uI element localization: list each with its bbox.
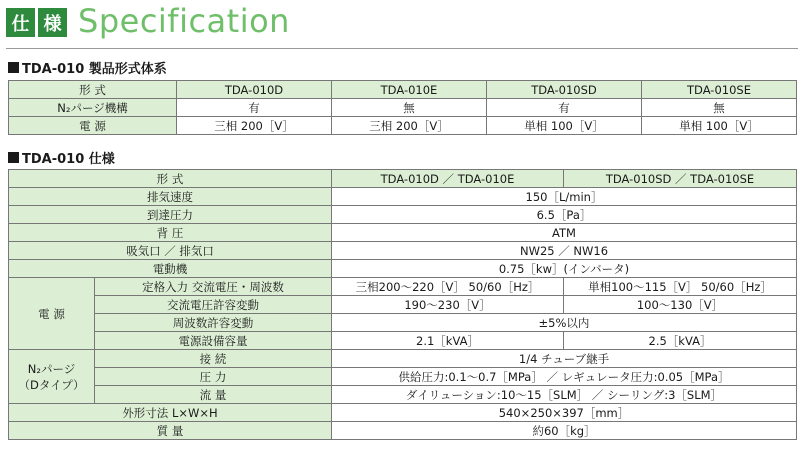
table-cell: 190～230［V］: [332, 296, 564, 314]
table-cell: 2.5［kVA］: [564, 332, 797, 350]
table-cell: TDA-010SD ／ TDA-010SE: [564, 170, 797, 188]
table-cell: 定格入力 交流電圧・周波数: [95, 278, 332, 296]
table-header-row: [9, 81, 797, 99]
table-cell: 三相 200［V］: [332, 117, 487, 135]
table-cell: 有: [487, 99, 642, 117]
table-cell: 540×250×397［mm］: [332, 404, 797, 422]
section-marker-icon: [8, 62, 19, 73]
table-cell: 三相200～220［V］ 50/60［Hz］: [332, 278, 564, 296]
table-row: [9, 422, 797, 440]
table-cell: 供給圧力:0.1～0.7［MPa］ ／ レギュレータ圧力:0.05［MPa］: [332, 368, 797, 386]
table-cell: 三相 200［V］: [177, 117, 332, 135]
table-cell: 1/4 チューブ継手: [332, 350, 797, 368]
purge-group-label-1: N₂パージ: [27, 361, 76, 376]
table-row: [9, 278, 797, 296]
model-system-table: [8, 80, 797, 135]
table-cell: TDA-010SE: [642, 81, 797, 99]
table-cell: 質 量: [9, 422, 332, 440]
specification-table: [8, 169, 797, 440]
table-cell: 接 続: [95, 350, 332, 368]
table-cell: TDA-010D ／ TDA-010E: [332, 170, 564, 188]
table-cell: 150［L/min］: [332, 188, 797, 206]
table-header-row: [9, 170, 797, 188]
table-row: [9, 332, 797, 350]
table-cell: 到達圧力: [9, 206, 332, 224]
table-group-cell: 電 源: [9, 278, 95, 350]
table-cell: 電動機: [9, 260, 332, 278]
table-cell: 周波数許容変動: [95, 314, 332, 332]
table-cell: 外形寸法 L×W×H: [9, 404, 332, 422]
table-cell: TDA-010D: [177, 81, 332, 99]
table-cell: NW25 ／ NW16: [332, 242, 797, 260]
table-cell: 単相 100［V］: [642, 117, 797, 135]
table-cell: 無: [642, 99, 797, 117]
table-cell: 有: [177, 99, 332, 117]
table-row: [9, 314, 797, 332]
table-cell: 単相100～115［V］ 50/60［Hz］: [564, 278, 797, 296]
table-cell: 形 式: [9, 170, 332, 188]
header-divider: [6, 48, 798, 49]
section1-title: [8, 58, 167, 77]
table-row: [9, 99, 797, 117]
table-row: [9, 260, 797, 278]
table-cell: 形 式: [9, 81, 177, 99]
table-row: [9, 206, 797, 224]
table-cell: TDA-010E: [332, 81, 487, 99]
table-cell: 吸気口 ／ 排気口: [9, 242, 332, 260]
table-row: [9, 350, 797, 368]
table-group-cell: [9, 350, 95, 404]
table-cell: ATM: [332, 224, 797, 242]
table-cell: 0.75［kw］(インバータ): [332, 260, 797, 278]
section2-title-text: TDA-010 仕様: [22, 152, 115, 167]
table-cell: 電源設備容量: [95, 332, 332, 350]
table-cell: 単相 100［V］: [487, 117, 642, 135]
table-cell: 流 量: [95, 386, 332, 404]
table-cell: 約60［kg］: [332, 422, 797, 440]
table-row: [9, 386, 797, 404]
table-cell: 圧 力: [95, 368, 332, 386]
table-cell: 交流電圧許容変動: [95, 296, 332, 314]
table-cell: ±5%以内: [332, 314, 797, 332]
table-cell: 無: [332, 99, 487, 117]
table-cell: 2.1［kVA］: [332, 332, 564, 350]
spec-kanji-badge-1: 仕: [6, 8, 35, 37]
table-row: [9, 224, 797, 242]
table-cell: 排気速度: [9, 188, 332, 206]
table-cell: 背 圧: [9, 224, 332, 242]
table-row: [9, 404, 797, 422]
table-row: [9, 117, 797, 135]
table-row: [9, 242, 797, 260]
section-marker-icon: [8, 152, 19, 163]
page-header: [6, 2, 798, 46]
table-row: [9, 188, 797, 206]
table-cell: 電 源: [9, 117, 177, 135]
table-row: [9, 296, 797, 314]
section1-title-text: TDA-010 製品形式体系: [22, 62, 167, 77]
table-cell: TDA-010SD: [487, 81, 642, 99]
table-cell: ダイリューション:10～15［SLM］ ／ シーリング:3［SLM］: [332, 386, 797, 404]
page-title-english: Specification: [78, 2, 290, 40]
table-cell: N₂パージ機構: [9, 99, 177, 117]
table-cell: 6.5［Pa］: [332, 206, 797, 224]
table-row: [9, 368, 797, 386]
table-cell: 100～130［V］: [564, 296, 797, 314]
section2-title: [8, 148, 115, 167]
purge-group-label-2: （Dタイプ）: [18, 377, 85, 392]
spec-kanji-badge-2: 様: [38, 8, 67, 37]
